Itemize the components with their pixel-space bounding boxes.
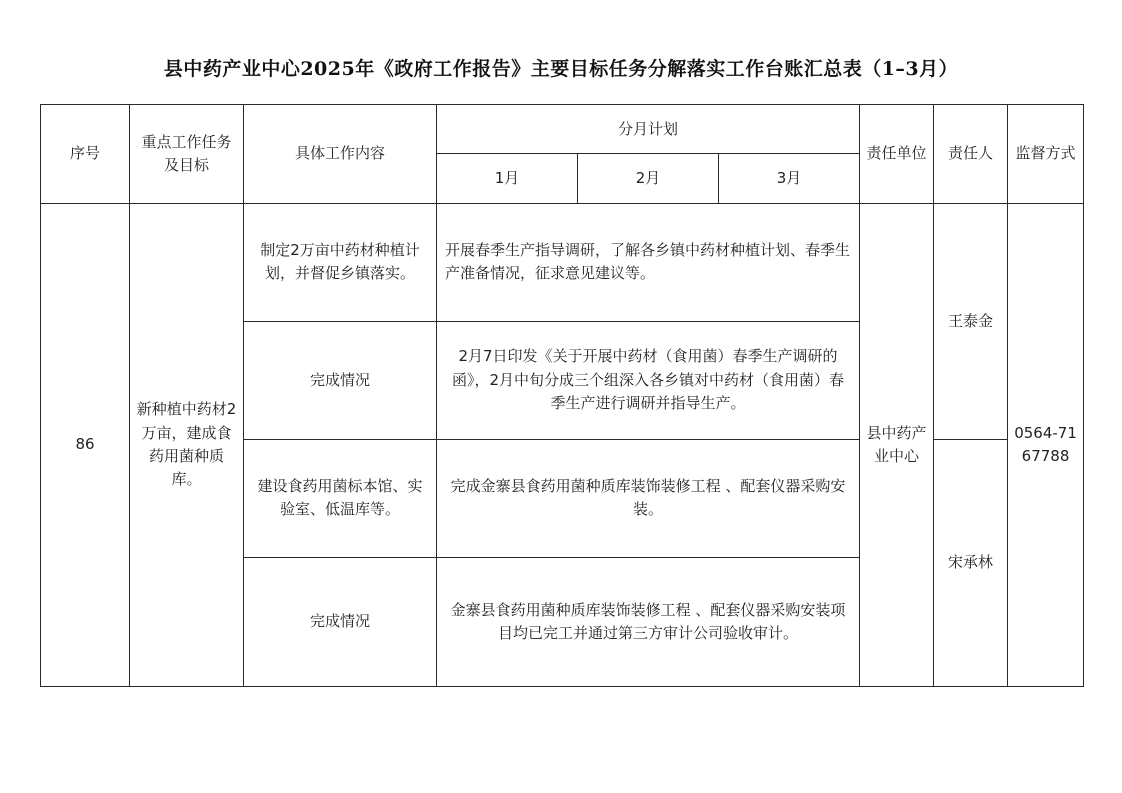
header-task: 重点工作任务及目标: [130, 105, 244, 204]
row-plan: 完成金寨县食药用菌种质库装饰装修工程 、配套仪器采购安装。: [437, 439, 860, 557]
row-content: 完成情况: [244, 557, 437, 686]
row-seq: 86: [41, 203, 130, 686]
row-content: 完成情况: [244, 321, 437, 439]
row-person: 宋承林: [934, 439, 1008, 686]
header-person: 责任人: [934, 105, 1008, 204]
header-row: [41, 105, 1084, 154]
row-person: 王泰金: [934, 203, 1008, 439]
header-monthly-plan: 分月计划: [437, 105, 860, 154]
header-unit: 责任单位: [860, 105, 934, 204]
row-content: 建设食药用菌标本馆、实验室、低温库等。: [244, 439, 437, 557]
row-plan: 金寨县食药用菌种质库装饰装修工程 、配套仪器采购安装项目均已完工并通过第三方审计公司验收审计。: [437, 557, 860, 686]
header-month-3: 3月: [719, 154, 860, 203]
row-plan: 2月7日印发《关于开展中药材（食用菌）春季生产调研的函》，2月中旬分成三个组深入各乡镇对中药材（食用菌）春季生产进行调研并指导生产。: [437, 321, 860, 439]
row-task: 新种植中药材2万亩，建成食药用菌种质库。: [130, 203, 244, 686]
header-month-2: 2月: [578, 154, 719, 203]
task-ledger-table: [40, 104, 1084, 687]
header-content: 具体工作内容: [244, 105, 437, 204]
header-supervision: 监督方式: [1008, 105, 1084, 204]
header-seq: 序号: [41, 105, 130, 204]
row-content: 制定2万亩中药材种植计划，并督促乡镇落实。: [244, 203, 437, 321]
row-unit: 县中药产业中心: [860, 203, 934, 686]
document-title: 县中药产业中心2025年《政府工作报告》主要目标任务分解落实工作台账汇总表（1–3月）: [163, 58, 959, 80]
row-supervision: 0564-7167788: [1008, 203, 1084, 686]
table-row: [41, 203, 1084, 321]
row-plan: 开展春季生产指导调研，了解各乡镇中药材种植计划、春季生产准备情况，征求意见建议等。: [437, 203, 860, 321]
header-month-1: 1月: [437, 154, 578, 203]
